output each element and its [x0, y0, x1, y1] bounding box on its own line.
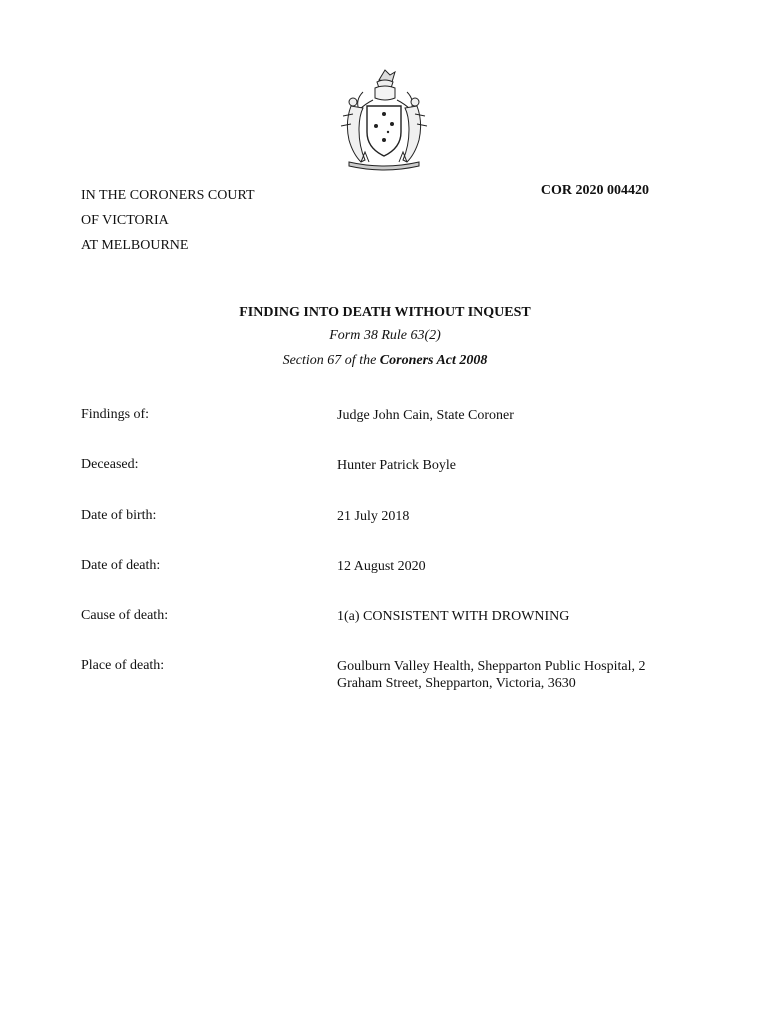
deceased-value: Hunter Patrick Boyle: [337, 458, 456, 473]
deceased-label: Deceased:: [81, 457, 139, 472]
section-reference: [0, 348, 770, 373]
court-heading: [81, 183, 255, 258]
place-of-death-value: Goulburn Valley Health, Shepparton Public Hospital, 2 Graham Street, Shepparton, Victoria, 3630: [337, 659, 646, 691]
document-title-block: [0, 303, 770, 373]
findings-of-value: Judge John Cain, State Coroner: [337, 408, 514, 423]
court-line: AT MELBOURNE: [81, 238, 189, 253]
place-of-death-label: Place of death:: [81, 658, 165, 673]
date-of-birth-label: Date of birth:: [81, 508, 157, 523]
section-prefix: Section 67 of the: [282, 353, 380, 368]
form-reference: Form 38 Rule 63(2): [329, 328, 441, 343]
court-line: OF VICTORIA: [81, 213, 169, 228]
cause-of-death-value: 1(a) CONSISTENT WITH DROWNING: [337, 609, 570, 624]
court-line: IN THE CORONERS COURT: [81, 188, 255, 203]
date-of-birth-value: 21 July 2018: [337, 509, 410, 524]
cause-of-death-label: Cause of death:: [81, 608, 169, 623]
case-number: COR 2020 004420: [540, 183, 649, 198]
act-name: Coroners Act 2008: [379, 353, 488, 368]
date-of-death-value: 12 August 2020: [337, 559, 426, 574]
findings-of-label: Findings of:: [81, 407, 150, 422]
document-title: FINDING INTO DEATH WITHOUT INQUEST: [239, 305, 531, 320]
victoria-coat-of-arms-icon: [335, 66, 433, 174]
date-of-death-label: Date of death:: [81, 558, 161, 573]
